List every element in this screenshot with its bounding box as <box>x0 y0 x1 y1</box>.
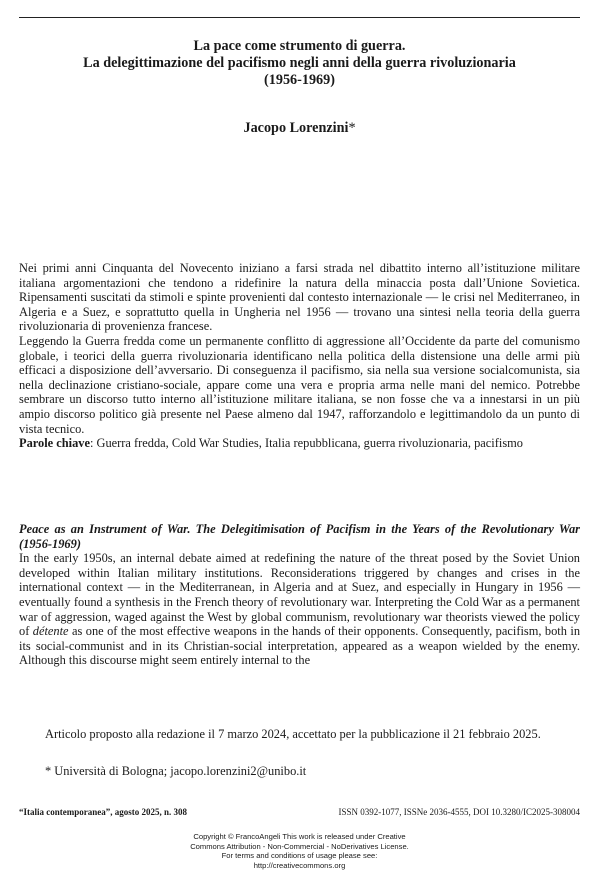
title-line: (1956-1969) <box>264 72 335 88</box>
abstract-italian <box>19 261 580 451</box>
article-title <box>19 38 580 89</box>
journal-citation: “Italia contemporanea”, agosto 2025, n. 308 <box>19 807 187 817</box>
keywords <box>19 436 580 451</box>
author-line <box>19 120 580 137</box>
top-rule <box>19 17 580 18</box>
abstract-english <box>19 522 580 668</box>
keywords-label: Parole chiave <box>19 436 90 451</box>
submission-note: Articolo proposto alla redazione il 7 marzo 2024, accettato per la pubblicazione il 21 febbraio 2025. <box>45 727 541 741</box>
license-line: For terms and conditions of usage please see: <box>221 851 378 861</box>
keywords-list: : Guerra fredda, Cold War Studies, Italia repubblicana, guerra rivoluzionaria, pacifismo <box>90 436 523 451</box>
article-first-page <box>19 0 580 890</box>
page-footer <box>19 807 580 817</box>
abstract-paragraph: Nei primi anni Cinquanta del Novecento iniziano a farsi strada nel dibattito interno all’istituzione militare italiana argomentazioni che tendono a ridefinire la natura della minaccia posta dall’Unione Sovietica. Ripensamenti suscitati da stimoli e spinte provenienti dal contesto internazionale — le crisi nel Mediterraneo, in Algeria e a Suez, e soprattutto quella in Ungheria nel 1956 — trovano una sintesi nella teoria della guerra rivoluzionaria di provenienza francese. <box>19 261 580 334</box>
license-line: Copyright © FrancoAngeli This work is released under Creative <box>193 832 406 841</box>
english-title: Peace as an Instrument of War. The Delegitimisation of Pacifism in the Years of the Revolutionary War (1956-1969) <box>19 522 580 551</box>
affiliation-note: * Università di Bologna; jacopo.lorenzini2@unibo.it <box>45 764 307 778</box>
title-line: La delegittimazione del pacifismo negli anni della guerra rivoluzionaria <box>83 55 516 71</box>
license-link[interactable]: http://creativecommons.org <box>253 860 346 870</box>
issn-doi: ISSN 0392-1077, ISSNe 2036-4555, DOI 10.3280/IC2025-308004 <box>338 807 580 817</box>
author-name: Jacopo Lorenzini <box>243 120 349 136</box>
title-line: La pace come strumento di guerra. <box>193 38 406 54</box>
license-notice <box>19 832 580 870</box>
abstract-paragraph: Leggendo la Guerra fredda come un permanente conflitto di aggressione all’Occidente da parte del comunismo globale, i teorici della guerra rivoluzionaria identificano nella politica della distensione una delle armi più efficaci a disposizione dell’avversario. Di conseguenza il pacifismo, sia nella sua versione socialcomunista, sia nella declinazione cristiano-sociale, appare come una vera e propria arma nelle mani del nemico. Potrebbe sembrare un discorso tutto interno all’istituzione militare italiana, se non fosse che va a innestarsi in un più ampio discorso politico già presente nel Paese almeno dal 1947, rafforzandolo e legittimandolo da un punto di vista tecnico. <box>19 333 580 436</box>
english-text-part: as one of the most effective weapons in the hands of their opponents. Consequently, pacifism, both in its social-communist and in its Christian-social interpretation, appeared as a weapon wielded by the enemy. Although this discourse might seem entirely internal to the <box>19 624 581 668</box>
english-text-italic: détente <box>32 624 69 639</box>
english-text-part: In the early 1950s, an internal debate aimed at redefining the nature of the threat posed by the Soviet Union developed within Italian military institutions. Reconsiderations triggered by changes and crises in the international context — in the Mediterranean, in Algeria and at Suez, and especially in Hungary in 1956 — eventually found a synthesis in the French theory of revolutionary war. Interpreting the Cold War as a permanent war of aggression, waged against the West by global communism, revolutionary war theorists viewed the policy of <box>19 551 580 639</box>
english-abstract-text <box>19 551 580 668</box>
license-line: Commons Attribution - Non-Commercial - NoDerivatives License. <box>190 841 409 851</box>
author-footnote-mark: * <box>348 120 356 136</box>
